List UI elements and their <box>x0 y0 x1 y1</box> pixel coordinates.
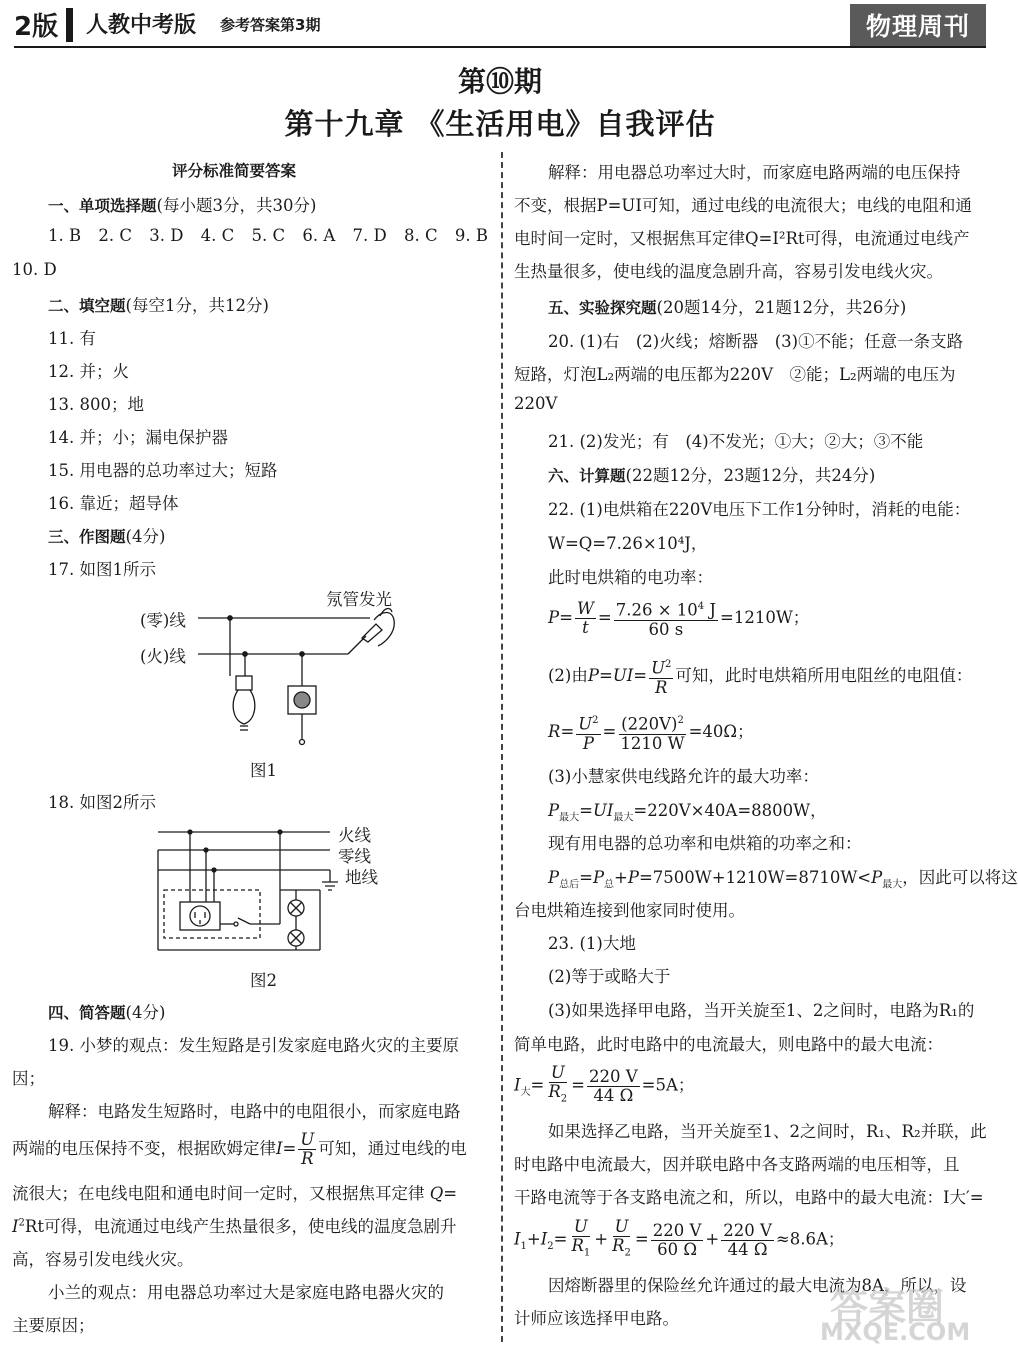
lan-line2: 主要原因； <box>12 1316 95 1335</box>
mc-answer: 7. D <box>352 226 387 245</box>
mc-answer: 10. D <box>12 260 57 279</box>
mc-answer: 6. A <box>302 226 336 245</box>
mc-answers <box>48 226 488 245</box>
answer-20-line2: 短路，灯泡L₂两端的电压都为220V ②能；L₂两端的电压为 <box>514 365 956 384</box>
section-4-heading: 四、简答题(4分) <box>48 1003 166 1022</box>
answer-16: 16. 靠近；超导体 <box>48 494 179 513</box>
fig2-ground-label: 地线 <box>345 868 378 887</box>
section-5-heading: 五、实验探究题(20题14分，21题12分，共26分) <box>548 298 907 317</box>
answer-23-eq1: $I_大=$ $\frac{U}{R_2}$ = $\frac{220 V}{44 \Omega}$ =5A； <box>514 1063 695 1105</box>
mc-answer: 9. B <box>454 226 488 245</box>
section-1-heading: 一、单项选择题(每小题3分，共30分) <box>48 196 317 215</box>
section-3-heading: 三、作图题(4分) <box>48 527 166 546</box>
explain2-line1: 解释：用电器总功率过大时，而家庭电路两端的电压保持 <box>548 163 961 182</box>
watermark-logo: 答案圈 <box>830 1285 945 1329</box>
explain2-line3: 电时间一定时，又根据焦耳定律Q=I²Rt可得，电流通过电线产 <box>514 229 970 248</box>
answer-22-eq2: R= $\frac{U^2}{P}$ = $\frac{(220V)^2}{1210 W}$ =40Ω； <box>548 712 754 753</box>
answer-23-line7: 干路电流等于各支路电流之和，所以，电路中的最大电流：I大′= <box>514 1188 984 1207</box>
answer-17: 17. 如图1所示 <box>48 560 156 579</box>
explain1-line3: 流很大；在电线电阻和通电时间一定时，又根据焦耳定律 Q= <box>12 1184 458 1203</box>
answer-23-line9: 计师应该选择甲电路。 <box>514 1309 679 1328</box>
fig1-neutral-label: (零)线 <box>140 611 186 630</box>
answer-20-line3: 220V <box>514 394 558 413</box>
fig2-live-label: 火线 <box>338 826 371 845</box>
edition-name: 人教中考版 <box>86 13 197 38</box>
lan-line1: 小兰的观点：用电器总功率过大是家庭电路电器火灾的 <box>48 1283 444 1302</box>
mc-answer: 3. D <box>149 226 184 245</box>
answer-15: 15. 用电器的总功率过大；短路 <box>48 461 278 480</box>
issue-number: 第⑩期 <box>457 65 542 98</box>
explain2-line2: 不变，根据P=UI可知，通过电线的电流很大；电线的电阻和通 <box>514 196 972 215</box>
answer-12: 12. 并；火 <box>48 362 129 381</box>
explain1-line2: 两端的电压保持不变，根据欧姆定律I= $\frac{U}{R}$ 可知，通过电线的电 <box>12 1130 467 1168</box>
answer-20-line1: 20. (1)右 (2)火线；熔断器 (3)①不能；任意一条支路 <box>548 332 964 351</box>
explain1-line4: $I^2Rt$可得，电流通过电线产生热量很多，使电线的温度急剧升 <box>12 1217 457 1236</box>
mc-answer: 4. C <box>200 226 235 245</box>
answer-23-line2: (2)等于或略大于 <box>548 967 671 986</box>
section-2-heading: 二、填空题(每空1分，共12分) <box>48 296 269 315</box>
answer-22-line2: W=Q=7.26×10⁴J， <box>548 534 708 553</box>
fig1-caption: 图1 <box>250 761 277 780</box>
answer-19-line2: 因； <box>12 1069 45 1088</box>
answer-22-line7: 现有用电器的总功率和电烘箱的功率之和： <box>548 834 862 853</box>
chapter-title: 第十九章 《生活用电》自我评估 <box>284 107 716 141</box>
answer-14: 14. 并；小；漏电保护器 <box>48 428 228 447</box>
edition-number: 2版 <box>14 12 59 42</box>
answer-19-line1: 19. 小梦的观点：发生短路是引发家庭电路火灾的主要原 <box>48 1036 459 1055</box>
page-header <box>0 0 1000 48</box>
answer-23-line4: 简单电路，此时电路中的电流最大，则电路中的最大电流： <box>514 1035 943 1054</box>
fig1-tester-label: 氖管发光 <box>326 590 392 609</box>
answer-23-eq2: $I_1+I_2=$ $\frac{U}{R_1}$ + $\frac{U}{R_2}$ = $\frac{220 V}{60 \Omega}$ + $\frac{220 V}{44 \Omega}$ ≈8.6A； <box>514 1217 845 1259</box>
answer-22-line6: $P_{最大}=UI_{最大}=220V\times 40A=8800W$， <box>548 801 827 824</box>
explain2-line4: 生热量很多，使电线的温度急剧升高，容易引发电线火灾。 <box>514 262 943 281</box>
answer-23-line8: 因熔断器里的保险丝允许通过的最大电流为8A，所以，设 <box>548 1276 967 1295</box>
header-subtitle: 参考答案第3期 <box>220 16 321 34</box>
mc-answer: 2. C <box>98 226 132 245</box>
answer-22-line1: 22. (1)电烘箱在220V电压下工作1分钟时，消耗的电能： <box>548 500 971 519</box>
column-divider <box>501 152 503 1342</box>
fig1-live-label: (火)线 <box>140 647 186 666</box>
header-rule <box>14 46 986 48</box>
mc-answer: 5. C <box>251 226 286 245</box>
brand-badge: 物理周刊 <box>850 4 986 46</box>
fig2-neutral-label: 零线 <box>338 847 371 866</box>
answer-21: 21. (2)发光；有 (4)不发光；①大；②大；③不能 <box>548 432 924 451</box>
answer-11: 11. 有 <box>48 329 96 348</box>
watermark-url: MXQE.COM <box>820 1318 971 1346</box>
answer-23-line1: 23. (1)大地 <box>548 934 636 953</box>
answer-22-line4: (2)由P=UI= $\frac{U^2}{R}$ 可知，此时电烘箱所用电阻丝的电阻值： <box>548 656 972 697</box>
answer-22-line3: 此时电烘箱的电功率： <box>548 568 713 587</box>
answer-22-line5: (3)小慧家供电线路允许的最大功率： <box>548 767 819 786</box>
header-bar <box>66 8 73 42</box>
answer-22-eq1: P= $\frac{W}{t}$ = $\frac{7.26 \times 10^4 J}{60 s}$ =1210W； <box>548 598 810 639</box>
answer-23-line6: 时电路中电流最大，因并联电路中各支路两端的电压相等，且 <box>514 1155 960 1174</box>
answer-23-line5: 如果选择乙电路，当开关旋至1、2之间时，R₁、R₂并联，此 <box>548 1122 987 1141</box>
explain1-line5: 高，容易引发电线火灾。 <box>12 1250 194 1269</box>
mc-answer: 1. B <box>48 226 82 245</box>
mc-answer: 8. C <box>403 226 438 245</box>
answer-13: 13. 800；地 <box>48 395 144 414</box>
explain1-line1: 解释：电路发生短路时，电路中的电阻很小，而家庭电路 <box>48 1102 461 1121</box>
answer-23-line3: (3)如果选择甲电路，当开关旋至1、2之间时，电路为R₁的 <box>548 1001 975 1020</box>
answer-22-line9: 台电烘箱连接到他家同时使用。 <box>514 901 745 920</box>
answer-22-line8: $P_{总后}=P_总+P=7500W+1210W=8710W<P_{最大}$，因此可以将这 <box>548 868 1018 891</box>
section-6-heading: 六、计算题(22题12分，23题12分，共24分) <box>548 466 876 485</box>
fig2-caption: 图2 <box>250 971 277 990</box>
answers-heading: 评分标准简要答案 <box>172 162 297 180</box>
answer-18: 18. 如图2所示 <box>48 793 156 812</box>
